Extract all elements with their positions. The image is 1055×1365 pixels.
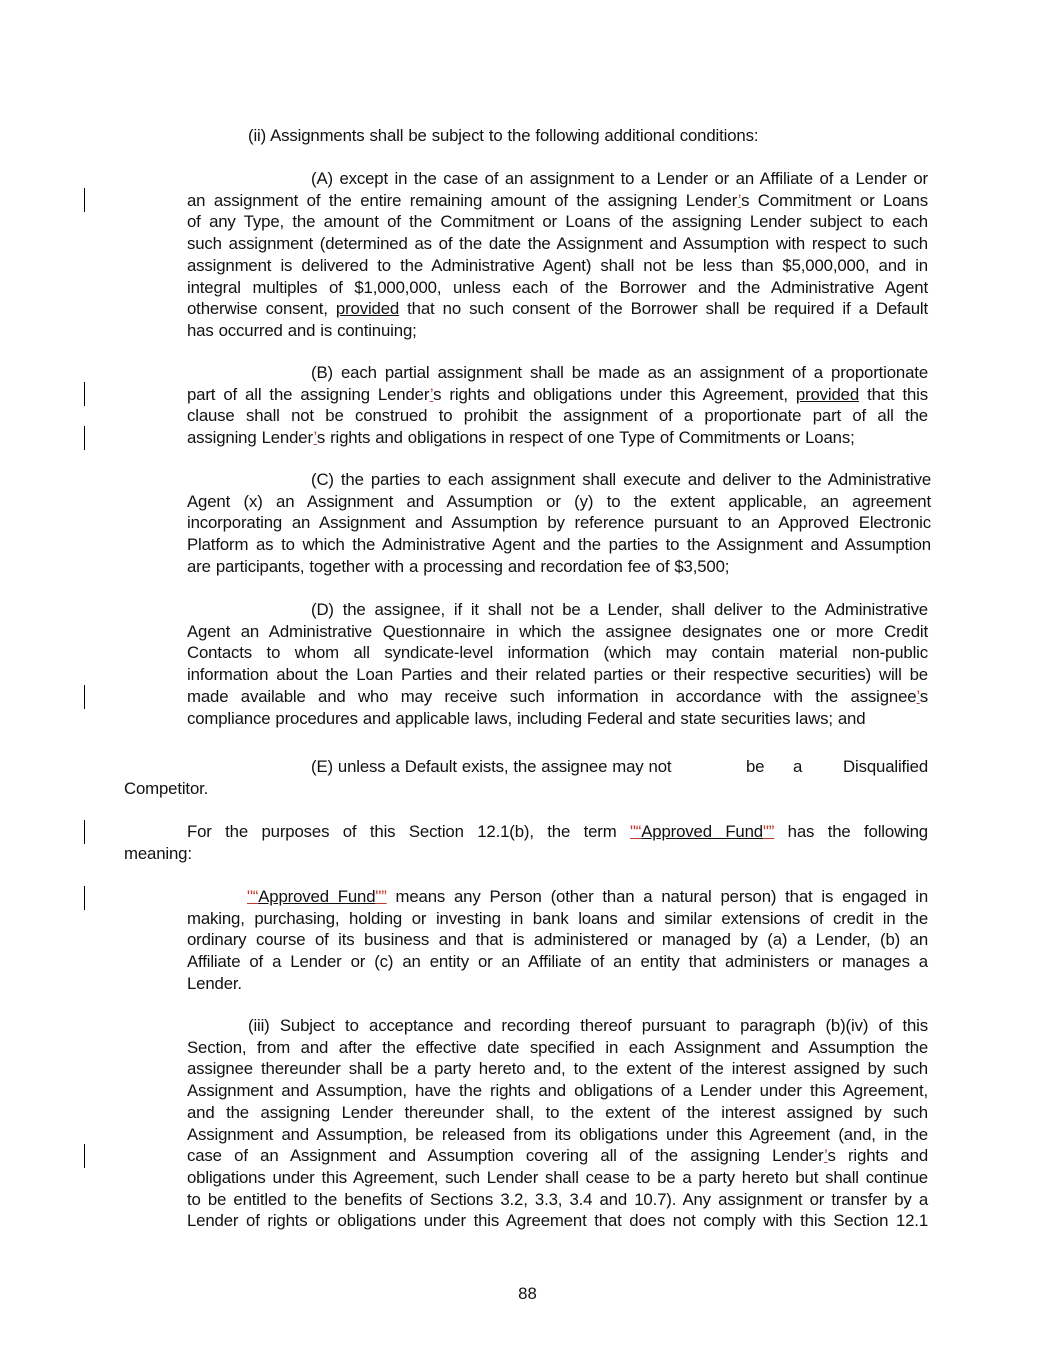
paragraph-b	[187, 362, 928, 449]
paragraph-ii-intro	[248, 125, 948, 147]
text-line	[187, 886, 928, 908]
defined-term: Approved Fund	[258, 887, 376, 906]
revision-mark: "“	[630, 822, 642, 841]
text-run: assigning Lender	[187, 428, 314, 448]
defined-term: Approved Fund	[641, 822, 763, 841]
text-line: are participants, together with a processing and recordation fee of $3,500;	[187, 556, 730, 576]
revision-mark: ’	[737, 190, 742, 210]
text-run: that this	[859, 384, 929, 404]
text-line	[187, 190, 928, 212]
text-line: Competitor.	[124, 779, 209, 798]
text-line: (iii) Subject to acceptance and recording thereof pursuant to paragraph (b)(iv) of this	[248, 1016, 928, 1035]
revision-mark: ’	[824, 1146, 828, 1166]
text-line: of any Type, the amount of the Commitment or Loans of the assigning Lender subject to each	[187, 212, 928, 232]
text-line: ordinary course of its business and that is administered or managed by (a) a Lender, (b) an	[187, 930, 928, 950]
paragraph-e-continued	[124, 778, 424, 800]
change-bar	[84, 886, 85, 910]
text-run: part of all the assigning Lender	[187, 384, 430, 404]
text-line	[311, 756, 928, 778]
text-line: Lender of rights or obligations under this Agreement that does not comply with this Section 12.1	[187, 1211, 928, 1231]
text-run: made available and who may receive such information in accordance with the assignee	[187, 686, 917, 706]
text-run: s rights and obligations under this Agreement,	[433, 384, 796, 404]
text-line: incorporating an Assignment and Assumption by reference pursuant to an Approved Electronic	[187, 513, 931, 533]
text-line: (C) the parties to each assignment shall execute and deliver to the Administrative	[311, 470, 931, 489]
page-number: 88	[518, 1284, 537, 1303]
text-line: compliance procedures and applicable laws, including Federal and state securities laws; and	[187, 708, 866, 728]
text-run: s rights and	[827, 1146, 929, 1166]
text-line: (ii) Assignments shall be subject to the following additional conditions:	[248, 126, 759, 145]
text-run: has the following	[774, 822, 928, 841]
text-line: integral multiples of $1,000,000, unless each of the Borrower and the Administrative Agent	[187, 277, 928, 297]
text-line: has occurred and is continuing;	[187, 320, 417, 340]
text-line: Agent an Administrative Questionnaire in which the assignee designates one or more Credit	[187, 621, 928, 641]
change-bar	[84, 820, 85, 844]
revision-mark: "”	[762, 822, 775, 841]
paragraph-approved-fund-definition	[187, 886, 928, 995]
text-run: s	[919, 686, 928, 706]
text-line: Agent (x) an Assignment and Assumption or (y) to the extent applicable, an agreement	[187, 491, 931, 511]
text-line: such assignment (determined as of the date the Assignment and Assumption with respect to such	[187, 234, 928, 254]
text-line: information about the Loan Parties and their related parties or their respective securities) will be	[187, 665, 928, 685]
revision-mark: "“	[247, 887, 259, 906]
paragraph-iii	[187, 1015, 928, 1232]
text-line: (B) each partial assignment shall be made as an assignment of a proportionate	[311, 363, 928, 382]
paragraph-c	[187, 469, 931, 578]
text-line: Assignment and Assumption, have the rights and obligations of a Lender under this Agreement,	[187, 1081, 928, 1101]
revision-mark: ’	[429, 384, 434, 404]
revision-mark: ’	[313, 428, 317, 448]
text-run: s Commitment or Loans	[741, 190, 928, 210]
underlined-term: provided	[335, 299, 400, 319]
text-line	[124, 821, 928, 843]
text-run: (E) unless a Default exists, the assignee may not	[311, 757, 672, 776]
text-line: assignee thereunder shall be a party hereto and, to the extent of the interest assigned by such	[187, 1059, 928, 1079]
change-bar	[84, 1144, 85, 1168]
text-line: Assignment and Assumption, be released from its obligations under this Agreement (and, in the	[187, 1124, 928, 1144]
text-line: clause shall not be construed to prohibit the assignment of a proportionate part of all the	[187, 406, 928, 426]
paragraph-purposes	[124, 821, 928, 864]
paragraph-d	[187, 599, 928, 729]
text-run: s rights and obligations in respect of one Type of Commitments or Loans;	[316, 428, 855, 448]
text-line	[187, 686, 928, 708]
text-line	[187, 427, 928, 449]
text-line	[187, 1145, 928, 1167]
change-bar	[84, 382, 85, 406]
text-line: and the assigning Lender thereunder shall, to the extent of the interest assigned by such	[187, 1102, 928, 1122]
change-bar	[84, 426, 85, 450]
text-run: an assignment of the entire remaining amount of the assigning Lender	[187, 190, 738, 210]
text-run: that no such consent of the Borrower shall be required if a Default	[399, 299, 928, 319]
text-line: assignment is delivered to the Administrative Agent) shall not be less than $5,000,000, and in	[187, 255, 928, 275]
text-run: be	[746, 757, 765, 776]
text-run: Disqualified	[843, 757, 928, 776]
text-line: (D) the assignee, if it shall not be a Lender, shall deliver to the Administrative	[311, 600, 928, 619]
text-line	[187, 298, 928, 320]
revision-mark: ’	[916, 686, 920, 706]
text-line: Section, from and after the effective date specified in each Assignment and Assumption the	[187, 1037, 928, 1057]
text-line: Affiliate of a Lender or (c) an entity or an Affiliate of an entity that administers or manages a	[187, 952, 928, 972]
text-line: (A) except in the case of an assignment to a Lender or an Affiliate of a Lender or	[311, 169, 928, 188]
change-bar	[84, 685, 85, 709]
text-run: For the purposes of this Section 12.1(b), the term	[187, 822, 630, 841]
paragraph-a	[187, 168, 928, 342]
text-line: Lender.	[187, 973, 242, 993]
text-line: making, purchasing, holding or investing in bank loans and similar extensions of credit in the	[187, 908, 928, 928]
underlined-term: provided	[795, 384, 860, 404]
text-run: means any Person (other than a natural person) that is engaged in	[386, 887, 928, 906]
text-run: a	[793, 757, 803, 776]
change-bar	[84, 188, 85, 212]
text-line: obligations under this Agreement, such Lender shall cease to be a party hereto but shall continue	[187, 1167, 928, 1187]
text-run: case of an Assignment and Assumption covering all of the assigning Lender	[187, 1146, 825, 1166]
revision-mark: "”	[375, 887, 387, 906]
text-line: Platform as to which the Administrative Agent and the parties to the Assignment and Assumption	[187, 535, 931, 555]
text-line: to be entitled to the benefits of Sections 3.2, 3.3, 3.4 and 10.7). Any assignment or transfer by a	[187, 1189, 928, 1209]
paragraph-e	[311, 756, 928, 778]
text-line	[187, 384, 928, 406]
text-run: otherwise consent,	[187, 299, 336, 319]
text-line: Contacts to whom all syndicate-level information (which may contain material non-public	[187, 643, 928, 663]
text-line: meaning:	[124, 843, 192, 863]
